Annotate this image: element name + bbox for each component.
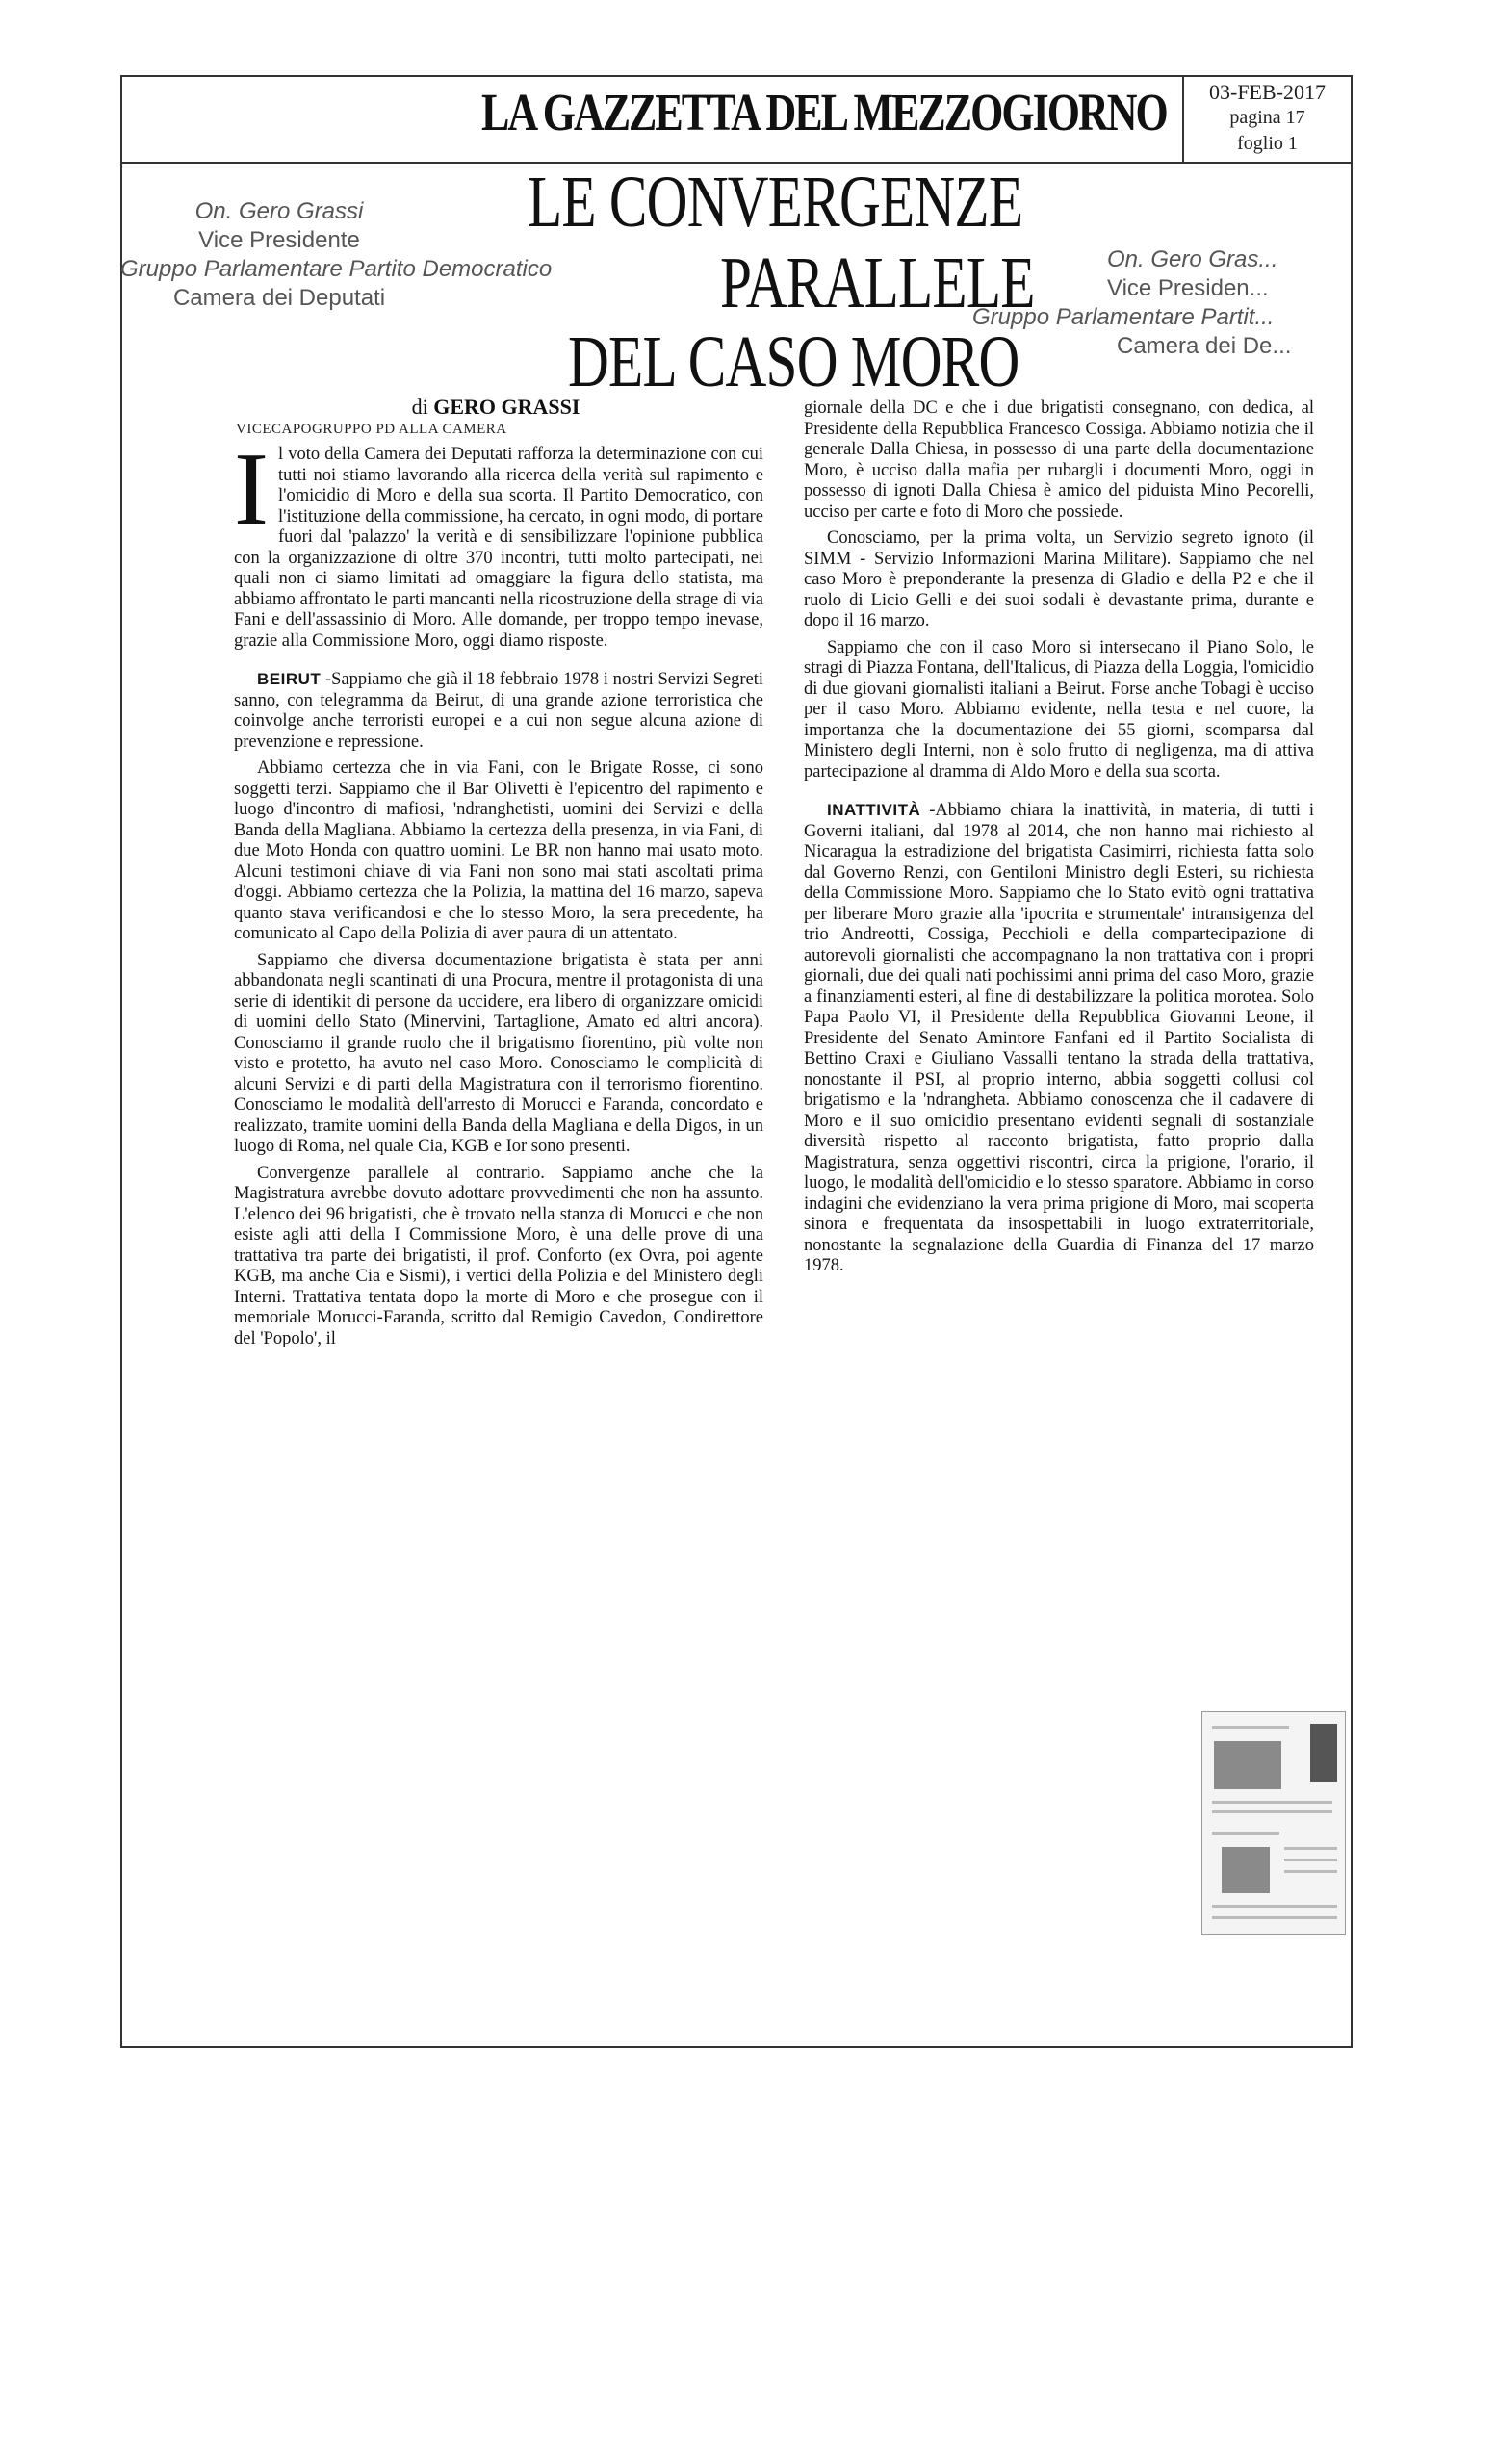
thumb-line	[1212, 1832, 1279, 1835]
stamp-right-name: On. Gero Gras...	[1107, 246, 1278, 272]
thumb-line	[1284, 1870, 1337, 1873]
thumb-line	[1212, 1905, 1337, 1908]
article-paragraph: INATTIVITÀ -Abbiamo chiara la inattività, in materia, di tutti i Governi italiani, dal 1978 al 2014, che non hanno mai richiesto al Nicaragua la estradizione del brigatista Casimirri, richiesta fatta solo dal Governo Renzi, con Gentiloni Ministro degli Esteri, su richiesta della Commissione Moro. Sappiamo che lo Stato evitò ogni trattativa per liberare Moro grazie alla 'ipocrita e strumentale' intransigenza del trio Andreotti, Cossiga, Pecchioli e della compartecipazione di autorevoli giornalisti che accompagnano la non trattativa con i propri giornali, due dei quali nati pochissimi anni prima del caso Moro, grazie a finanziamenti esteri, al fine di destabilizzare la politica morotea. Solo Papa Paolo VI, il Presidente della Repubblica Giovanni Leone, il Presidente del Senato Amintore Fanfani ed il Partito Socialista di Bettino Craxi e Giuliano Vassalli tentano la strada della trattativa, nonostante il PSI, al proprio interno, abbia soggetti collusi col brigatismo e la 'ndrangheta. Abbiamo conoscenza che il cadavere di Moro e il suo omicidio presentano evidenti segnali di sostanziale diversità rispetto al racconto brigatista, fatto proprio dalla Magistratura, senza oggettivi riscontri, circa la prigione, l'orario, il luogo, le modalità dell'omicidio e lo stesso sparatore. Abbiamo in corso indagini che evidenziano la vera prima prigione di Moro, mai scoperta sinora e frequentata da insospettabili in luogo extraterritoriale, nonostante la segnalazione della Guardia di Finanza del 17 marzo 1978.	[804, 801, 1314, 1275]
article-paragraph: Convergenze parallele al contrario. Sappiamo anche che la Magistratura avrebbe dovuto adottare provvedimenti che non ha assunto. L'elenco dei 96 brigatisti, che è trovato nella stanza di Morucci e che non esiste agli atti della I Commissione Moro, è una delle prove di una trattativa tra parte dei brigatisti, il prof. Conforto (ex Ovra, poi agente KGB, ma anche Cia e Sismi), i vertici della Polizia e del Ministero degli Interni. Trattativa tentata dopo la morte di Moro e che prosegue con il memoriale Morucci-Faranda, scritto dal Remigio Cavedon, Condirettore del 'Popolo', il	[234, 1163, 763, 1348]
thumb-bar	[1310, 1724, 1337, 1782]
thumb-line	[1212, 1810, 1332, 1813]
article-column-right	[804, 398, 1314, 1283]
page-number: pagina 17	[1229, 107, 1305, 128]
byline-role: VICECAPOGRUPPO PD ALLA CAMERA	[236, 422, 507, 437]
article-column-left	[234, 432, 763, 1355]
masthead: LA GAZZETTA DEL MEZZOGIORNO	[481, 83, 1167, 142]
sheet-number: foglio 1	[1237, 133, 1298, 154]
stamp-right-role: Vice Presiden...	[1107, 275, 1269, 301]
headline-line-3: DEL CASO MORO	[568, 321, 1019, 402]
stamp-right-chamber: Camera dei De...	[1117, 333, 1292, 359]
thumb-image	[1222, 1847, 1270, 1893]
article-paragraph: giornale della DC e che i due brigatisti consegnano, con dedica, al Presidente della Repubblica Francesco Cossiga. Abbiamo notizia che il generale Dalla Chiesa, in possesso di una parte della documentazione Moro, è ucciso dalla mafia per rubargli i documenti Moro, oggi in possesso di ignoti Dalla Chiesa è amico del piduista Mino Pecorelli, ucciso per carte e foto di Moro che possiede.	[804, 398, 1314, 522]
drop-cap: I	[234, 432, 269, 547]
thumb-image	[1214, 1741, 1281, 1789]
article-paragraph: Abbiamo certezza che in via Fani, con le Brigate Rosse, ci sono soggetti terzi. Sappiamo che il Bar Olivetti è l'epicentro del rapimento e luogo d'incontro di mafiosi, 'ndranghetisti, uomini dei Servizi e della Banda della Magliana. Abbiamo la certezza della presenza, in via Fani, di due Moto Honda con quattro uomini. Le BR non hanno mai usato moto. Alcuni testimoni chiave di via Fani non sono mai stati ascoltati prima d'oggi. Abbiamo certezza che la Polizia, la mattina del 16 marzo, sapeva quanto stava verificandosi e che lo stesso Moro, la sera precedente, ha comunicato al Capo della Polizia di aver paura di un attentato.	[234, 758, 763, 943]
article-paragraph: Sappiamo che con il caso Moro si intersecano il Piano Solo, le stragi di Piazza Fontana, dell'Italicus, di Piazza della Loggia, l'omicidio di due giovani giornalisti italiani a Beirut. Forse anche Tobagi è ucciso per il caso Moro. Abbiamo evidente, nella testa e nel cuore, la importanza che la documentazione dei 55 giorni, scomparsa dal Ministero degli Interni, non è solo frutto di negligenza, ma di attiva partecipazione al dramma di Aldo Moro e della sua scorta.	[804, 637, 1314, 782]
stamp-right-group: Gruppo Parlamentare Partit...	[972, 304, 1275, 330]
author-stamp-left	[120, 197, 553, 313]
thumb-line	[1212, 1726, 1289, 1729]
stamp-group: Gruppo Parlamentare Partito Democratico	[120, 256, 553, 282]
byline-prefix: di	[411, 395, 428, 419]
page-thumbnail-icon	[1201, 1711, 1346, 1935]
article-paragraph: BEIRUT -Sappiamo che già il 18 febbraio 1978 i nostri Servizi Segreti sanno, con telegramma da Beirut, di una grande azione terroristica che coinvolge anche terroristi europei e a cui non segue alcuna azione di prevenzione e repressione.	[234, 670, 763, 752]
article-paragraph: Il voto della Camera dei Deputati rafforza la determinazione con cui tutti noi stiamo lavorando alla ricerca della verità sul rapimento e l'omicidio di Moro e della sua scorta. Il Partito Democratico, con l'istituzione della commissione, ha cercato, in ogni modo, di portare fuori dal 'palazzo' la verità e di sensibilizzare l'opinione pubblica con la organizzazione di oltre 370 incontri, tutti molto partecipati, nei quali non ci siamo limitati ad omaggiare la figura dello statista, ma abbiamo affrontato le parti mancanti nella ricostruzione della strage di via Fani e dell'assassinio di Moro. Alle domande, per troppo tempo inevase, grazie alla Commissione Moro, oggi diamo risposte.	[234, 432, 763, 651]
thumb-line	[1212, 1916, 1337, 1919]
article-paragraph: Sappiamo che diversa documentazione brigatista è stata per anni abbandonata negli scantinati di una Procura, mentre il protagonista di una serie di identikit di persone da uccidere, era libero di organizzare omicidi di uomini dello Stato (Minervini, Tartaglione, Amato ed altri ancora). Conosciamo il grande ruolo che il brigatismo fiorentino, più volte non visto e protetto, ha avuto nel caso Moro. Conosciamo le complicità di alcuni Servizi e di parti della Magistratura con il terrorismo fiorentino. Conosciamo le modalità dell'arresto di Morucci e Faranda, concordato e realizzato, tramite uomini della Banda della Magliana e della Digos, in un luogo di Roma, nel quale Cia, KGB e Ior sono presenti.	[234, 950, 763, 1156]
headline-line-2: PARALLELE	[720, 243, 1035, 323]
date-box	[1182, 77, 1351, 162]
headline-line-1: LE CONVERGENZE	[528, 162, 1023, 243]
thumb-line	[1284, 1859, 1337, 1861]
article-paragraph: Conosciamo, per la prima volta, un Servizio segreto ignoto (il SIMM - Servizio Informazioni Marina Militare). Sappiamo che nel caso Moro è preponderante la presenza di Gladio e della P2 e che il ruolo di Licio Gelli e dei suoi sodali è devastante prima, durante e dopo il 16 marzo.	[804, 528, 1314, 630]
stamp-role: Vice Presidente	[198, 227, 360, 253]
byline	[231, 395, 761, 420]
section-lead: BEIRUT	[257, 670, 322, 688]
thumb-line	[1212, 1801, 1332, 1804]
section-lead: INATTIVITÀ	[827, 801, 921, 819]
byline-author: GERO GRASSI	[433, 395, 580, 419]
stamp-name: On. Gero Grassi	[194, 198, 364, 224]
clip-date: 03-FEB-2017	[1209, 80, 1326, 104]
stamp-chamber: Camera dei Deputati	[172, 285, 386, 311]
thumb-line	[1284, 1847, 1337, 1850]
